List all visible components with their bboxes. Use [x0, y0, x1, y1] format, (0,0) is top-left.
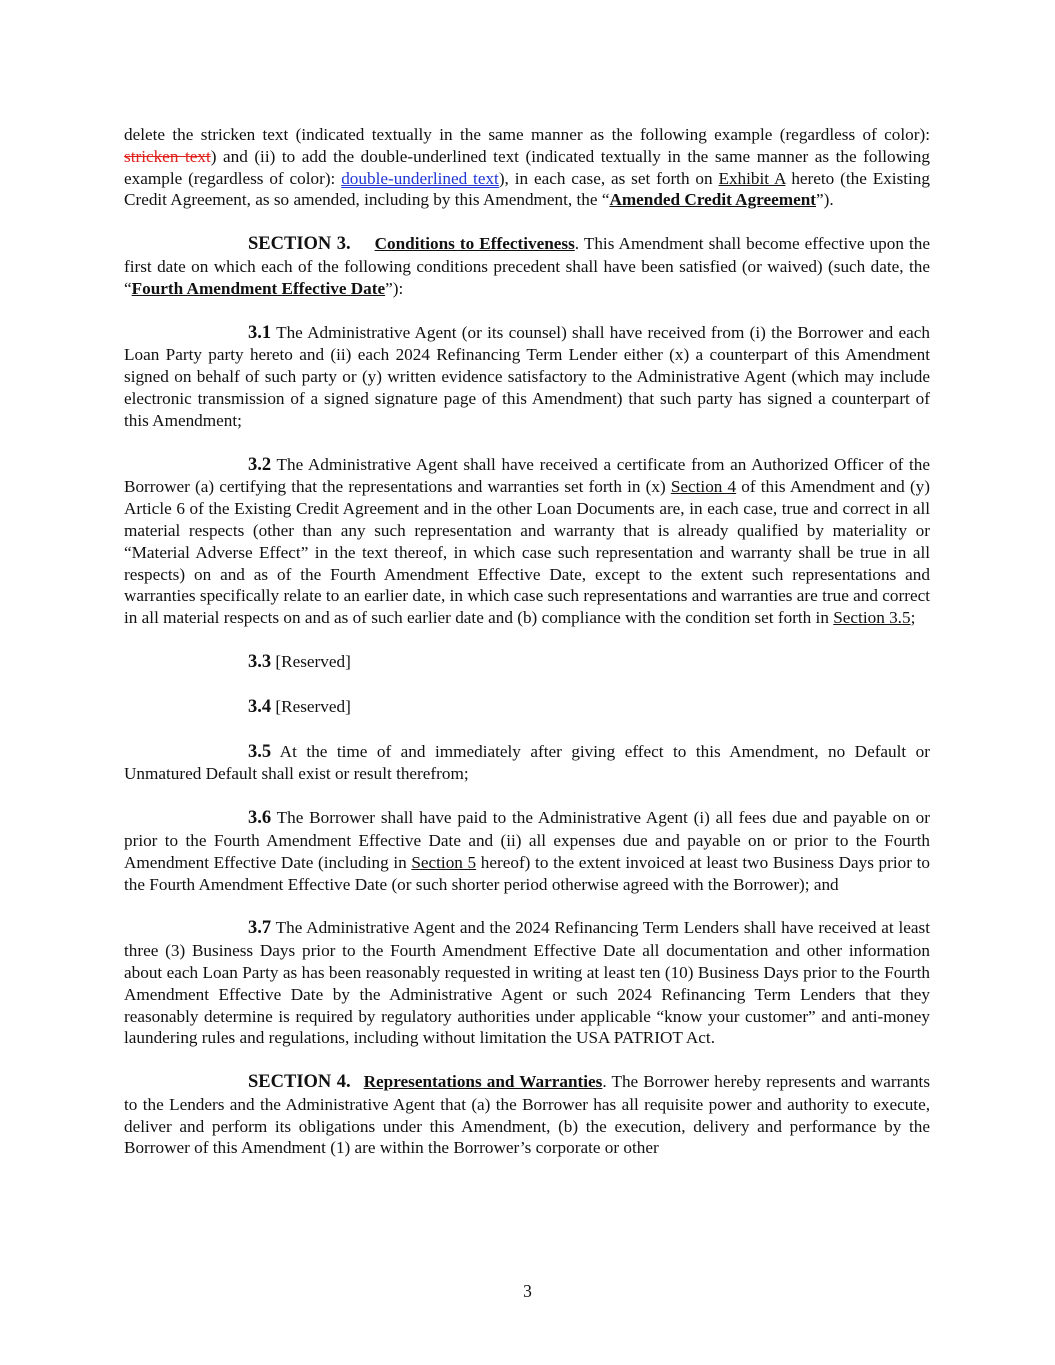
- condition-text: of this Amendment and (y) Article 6 of the Existing Credit Agreement and in the other Loan Documents are, in each case, true and correct in all material respects (other than any such representation and warranty that is already qualified by materiality or “Material Adverse Effect” in the text thereof, in which case such representation and warranty shall be true in all respects) on and as of the Fourth Amendment Effective Date, except to the extent such representations and warranties specifically relate to an earlier date, in which case such representations and warranties are true and correct in all material respects on and as of such earlier date and (b) compliance with the condition set forth in: [124, 477, 930, 628]
- condition-3-6: [124, 807, 930, 895]
- document-page: [124, 124, 930, 1181]
- condition-text: The Administrative Agent and the 2024 Refinancing Term Lenders shall have received at least three (3) Business Days prior to the Fourth Amendment Effective Date all documentation and other information about each Loan Party as has been reasonably requested in writing at least ten (10) Business Days prior to the Fourth Amendment Effective Date by the Administrative Agent or such 2024 Refinancing Term Lenders that they reasonably determine is required by regulatory authorities under applicable “know your customer” and anti-money laundering rules and regulations, including without limitation the USA PATRIOT Act.: [124, 918, 930, 1048]
- condition-number: 3.1: [248, 322, 272, 343]
- section-3-label: SECTION 3.: [248, 234, 351, 255]
- section-4-label: SECTION 4.: [248, 1072, 351, 1093]
- condition-number: 3.3: [248, 651, 272, 672]
- section-5-reference: Section 5: [411, 852, 477, 872]
- condition-text: hereof) to the extent invoiced at least two Business Days prior to the Fourth Amendment Effective Date (or such shorter period otherwise agreed with the Borrower); and: [124, 852, 930, 894]
- exhibit-reference: Exhibit A: [718, 168, 786, 188]
- section-4-paragraph: [124, 1071, 930, 1159]
- condition-text: The Borrower shall have paid to the Administrative Agent (i) all fees due and payable on or prior to the Fourth Amendment Effective Date and (ii) all expenses due and payable on or prior to the Fourth Amendment Effective Date (including in: [124, 808, 930, 872]
- condition-3-3: [124, 651, 930, 674]
- defined-term-amended-credit-agreement: Amended Credit Agreement: [609, 190, 816, 210]
- condition-text: [Reserved]: [271, 651, 351, 671]
- intro-text: delete the stricken text (indicated textually in the same manner as the following example (regardless of color):: [124, 125, 930, 144]
- condition-3-7: [124, 917, 930, 1049]
- section-3-heading: Conditions to Effectiveness: [374, 234, 575, 254]
- section-3-text: . This Amendment shall become effective upon the first date on which each of the following conditions precedent shall have been satisfied (or waived) (such date, the “: [124, 234, 930, 298]
- defined-term-fourth-amendment-effective-date: Fourth Amendment Effective Date: [131, 278, 386, 298]
- condition-number: 3.5: [248, 741, 272, 762]
- condition-text: The Administrative Agent (or its counsel) shall have received from (i) the Borrower and each Loan Party party hereto and (ii) each 2024 Refinancing Term Lender either (x) a counterpart of this Amendment signed on behalf of such party or (y) written evidence satisfactory to the Administrative Agent (which may include electronic transmission of a signed signature page of this Amendment) that such party has signed a counterpart of this Amendment;: [124, 322, 930, 430]
- condition-3-2: [124, 454, 930, 629]
- intro-text: ) and (ii) to add the double-underlined text (indicated textually in the same manner as the following example (regardless of color):: [124, 146, 930, 188]
- intro-text: hereto (the Existing Credit Agreement, as so amended, including by this Amendment, the “: [124, 168, 930, 210]
- condition-3-1: [124, 322, 930, 432]
- section-4-heading: Representations and Warranties: [363, 1072, 603, 1092]
- section-3-5-reference: Section 3.5: [833, 608, 911, 628]
- condition-text: The Administrative Agent shall have received a certificate from an Authorized Officer of the Borrower (a) certifying that the representations and warranties set forth in (x): [124, 454, 930, 497]
- condition-3-4: [124, 696, 930, 719]
- intro-paragraph: [124, 124, 930, 211]
- condition-number: 3.7: [248, 918, 272, 939]
- condition-text: [Reserved]: [271, 696, 351, 716]
- section-3-paragraph: [124, 233, 930, 299]
- condition-number: 3.2: [248, 454, 272, 475]
- page-number: 3: [523, 1281, 532, 1301]
- intro-text: ), in each case, as set forth on: [498, 168, 719, 188]
- condition-number: 3.4: [248, 696, 272, 717]
- double-underlined-text-example[interactable]: double-underlined text: [341, 168, 499, 188]
- condition-3-5: [124, 741, 930, 786]
- condition-number: 3.6: [248, 808, 272, 829]
- stricken-text-example: stricken text: [124, 146, 211, 166]
- condition-text: At the time of and immediately after giving effect to this Amendment, no Default or Unmatured Default shall exist or result therefrom;: [124, 741, 930, 784]
- intro-text: ”).: [816, 190, 834, 210]
- section-4-text: . The Borrower hereby represents and warrants to the Lenders and the Administrative Agent that (a) the Borrower has all requisite power and authority to execute, deliver and perform its obligations under this Amendment, (b) the execution, delivery and performance by the Borrower of this Amendment (1) are within the Borrower’s corporate or other: [124, 1072, 931, 1158]
- section-3-text: ”):: [385, 278, 404, 298]
- condition-text: ;: [910, 608, 916, 628]
- section-4-reference: Section 4: [670, 477, 737, 497]
